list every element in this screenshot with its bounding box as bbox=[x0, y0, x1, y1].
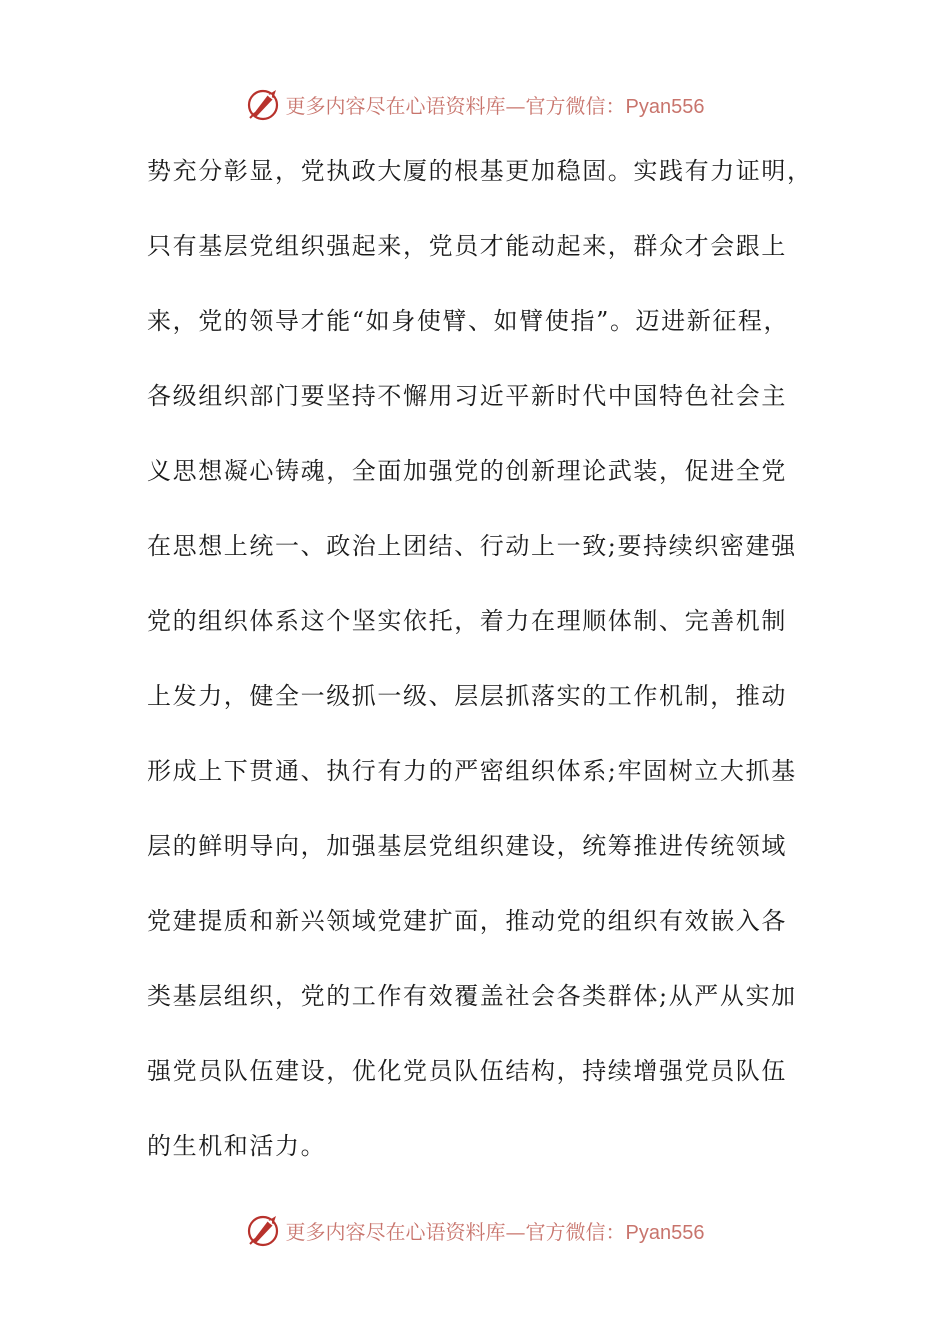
text-line: 党建提质和新兴领域党建扩面，推动党的组织有效嵌入各 bbox=[147, 907, 787, 935]
header-banner bbox=[0, 82, 950, 126]
text-line: 势充分彰显，党执政大厦的根基更加稳固。实践有力证明， bbox=[147, 157, 813, 185]
text-line: 类基层组织，党的工作有效覆盖社会各类群体;从严从实加 bbox=[147, 982, 797, 1010]
text-line: 党的组织体系这个坚实依托，着力在理顺体制、完善机制 bbox=[147, 607, 787, 635]
footer-wechat-id: Pyan556 bbox=[625, 1221, 705, 1244]
footer-banner-text: 更多内容尽在心语资料库—官方微信： bbox=[285, 1219, 626, 1244]
text-line: 强党员队伍建设，优化党员队伍结构，持续增强党员队伍 bbox=[147, 1057, 787, 1085]
text-line: 在思想上统一、政治上团结、行动上一致;要持续织密建强 bbox=[147, 532, 797, 560]
text-line: 层的鲜明导向，加强基层党组织建设，统筹推进传统领域 bbox=[147, 832, 787, 860]
text-line: 上发力，健全一级抓一级、层层抓落实的工作机制，推动 bbox=[147, 682, 787, 710]
text-line: 形成上下贯通、执行有力的严密组织体系;牢固树立大抓基 bbox=[147, 757, 797, 785]
pen-nib-logo-icon bbox=[246, 1212, 282, 1248]
text-line: 各级组织部门要坚持不懈用习近平新时代中国特色社会主 bbox=[147, 382, 787, 410]
body-paragraph bbox=[147, 145, 813, 1195]
header-wechat-id: Pyan556 bbox=[625, 95, 705, 118]
text-line: 来，党的领导才能“如身使臂、如臂使指”。迈进新征程， bbox=[147, 307, 790, 335]
header-banner-text: 更多内容尽在心语资料库—官方微信： bbox=[285, 93, 626, 118]
text-line: 的生机和活力。 bbox=[147, 1132, 327, 1160]
text-line: 只有基层党组织强起来，党员才能动起来，群众才会跟上 bbox=[147, 232, 787, 260]
footer-banner bbox=[0, 1208, 950, 1252]
pen-nib-logo-icon bbox=[246, 86, 282, 122]
text-line: 义思想凝心铸魂，全面加强党的创新理论武装，促进全党 bbox=[147, 457, 787, 485]
